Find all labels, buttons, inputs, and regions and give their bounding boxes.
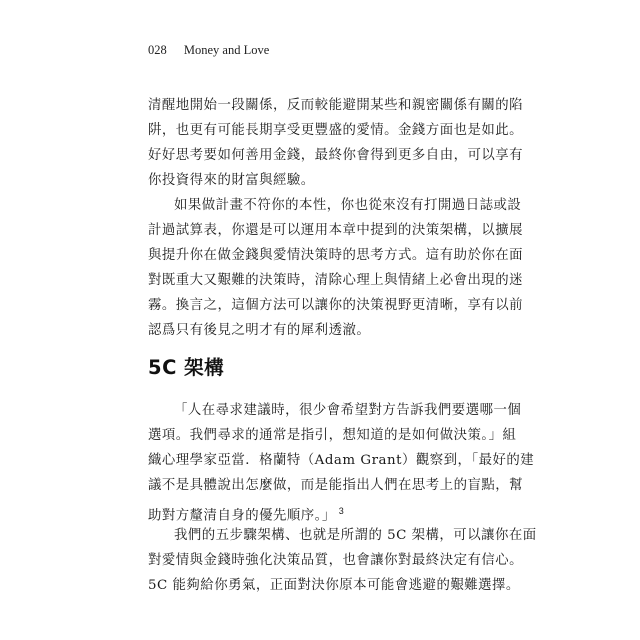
running-title: Money and Love: [183, 43, 270, 57]
paragraph3-line-3: 5C 能夠給你勇氣，正面對決你原本可能會逃避的艱難選擇。: [148, 578, 520, 593]
quote-line-2: 選項。我們尋求的通常是指引，想知道的是如何做決策。」組: [148, 428, 517, 443]
paragraph2-line-1: 如果做計畫不符你的本性，你也從來沒有打開過日誌或設: [174, 198, 522, 213]
running-head: [148, 43, 269, 58]
paragraph3-line-2: 對愛情與金錢時強化決策品質，也會讓你對最終決定有信心。: [148, 553, 524, 568]
footnote-reference: 3: [338, 506, 345, 516]
quote-line-5: [148, 501, 498, 526]
quote-line-5-text: 助對方釐清自身的優先順序。」: [148, 508, 336, 524]
section-heading: 5C 架構: [148, 356, 225, 379]
paragraph2-line-4: 對既重大又艱難的決策時，清除心理上與情緒上必會出現的迷: [148, 273, 524, 288]
paragraph2-line-5: 霧。換言之，這個方法可以讓你的決策視野更清晰，享有以前: [148, 298, 524, 313]
paragraph2-line-6: 認爲只有後見之明才有的犀利透澈。: [148, 323, 371, 338]
quote-line-3: 織心理學家亞當．格蘭特（Adam Grant）觀察到，「最好的建: [148, 453, 535, 468]
quote-line-1: 「人在尋求建議時，很少會希望對方告訴我們要選哪一個: [174, 403, 522, 418]
paragraph2-line-2: 計過試算表，你還是可以運用本章中提到的決策架構，以擴展: [148, 223, 524, 238]
paragraph1-line-1: 清醒地開始一段關係，反而較能避開某些和親密關係有關的陷: [148, 98, 524, 113]
page-number: 028: [148, 43, 167, 57]
paragraph2-line-3: 與提升你在做金錢與愛情決策時的思考方式。這有助於你在面: [148, 248, 524, 263]
paragraph1-line-3: 好好思考要如何善用金錢，最終你會得到更多自由，可以享有: [148, 148, 524, 163]
paragraph1-line-2: 阱，也更有可能長期享受更豐盛的愛情。金錢方面也是如此。: [148, 123, 524, 138]
paragraph3-line-1: 我們的五步驟架構、也就是所謂的 5C 架構，可以讓你在面: [174, 528, 537, 543]
quote-line-4: 議不是具體說出怎麼做，而是能指出人們在思考上的盲點，幫: [148, 478, 524, 493]
paragraph1-line-4: 你投資得來的財富與經驗。: [148, 173, 315, 188]
